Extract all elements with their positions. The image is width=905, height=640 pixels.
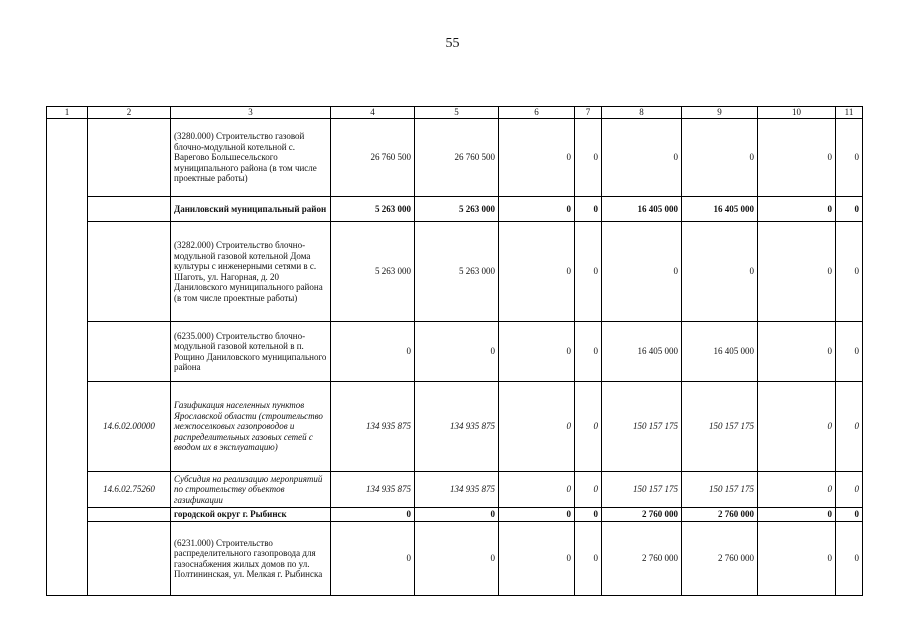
value-cell: 150 157 175 [602,472,682,508]
value-cell: 0 [415,322,499,382]
code-cell [88,508,171,522]
code-cell: 14.6.02.00000 [88,382,171,472]
name-cell: (3280.000) Строительство газовой блочно-модульной котельной с. Варегово Большесельского муниципального района (в том числе проектные работы) [171,119,331,197]
name-cell: Газификация населенных пунктов Ярославской области (строительство межпоселковых газопроводов и распределительных газовых сетей с вводом их в эксплуатацию) [171,382,331,472]
col-header: 3 [171,107,331,119]
value-cell: 0 [836,472,863,508]
page-number: 55 [445,36,460,51]
table-row [47,197,863,222]
value-cell: 134 935 875 [331,382,415,472]
name-cell: (3282.000) Строительство блочно-модульной газовой котельной Дома культуры с инженерными сетями в с. Шаготь, ул. Нагорная, д. 20 Даниловского муниципального района (в том числе проектные работы) [171,222,331,322]
value-cell: 0 [575,222,602,322]
value-cell: 150 157 175 [602,382,682,472]
table-row [47,222,863,322]
name-cell: Даниловский муниципальный район [171,197,331,222]
value-cell: 134 935 875 [331,472,415,508]
value-cell: 0 [499,322,575,382]
table-row [47,508,863,522]
value-cell: 5 263 000 [415,222,499,322]
value-cell: 2 760 000 [682,508,758,522]
name-cell: (6235.000) Строительство блочно-модульной газовой котельной в п. Рощино Даниловского муниципального района [171,322,331,382]
value-cell: 0 [758,522,836,596]
value-cell: 150 157 175 [682,472,758,508]
value-cell: 0 [836,522,863,596]
value-cell: 0 [331,508,415,522]
value-cell: 0 [836,508,863,522]
value-cell: 0 [499,522,575,596]
table-row [47,119,863,197]
col-header: 8 [602,107,682,119]
value-cell: 134 935 875 [415,382,499,472]
name-cell: Субсидия на реализацию мероприятий по строительству объектов газификации [171,472,331,508]
value-cell: 0 [499,197,575,222]
value-cell: 5 263 000 [331,197,415,222]
header-row [47,107,863,119]
col-header: 7 [575,107,602,119]
table-row [47,472,863,508]
code-cell [88,222,171,322]
col-header: 9 [682,107,758,119]
value-cell: 0 [836,119,863,197]
value-cell: 0 [758,119,836,197]
budget-table [46,106,863,596]
value-cell: 0 [836,197,863,222]
value-cell: 16 405 000 [602,322,682,382]
value-cell: 0 [575,382,602,472]
value-cell: 0 [331,522,415,596]
value-cell: 0 [836,382,863,472]
value-cell: 0 [758,472,836,508]
col1-cell [47,119,88,596]
value-cell: 0 [575,119,602,197]
value-cell: 0 [415,522,499,596]
col-header: 2 [88,107,171,119]
value-cell: 0 [836,222,863,322]
value-cell: 0 [602,119,682,197]
value-cell: 0 [331,322,415,382]
value-cell: 0 [758,508,836,522]
value-cell: 0 [575,322,602,382]
col-header: 5 [415,107,499,119]
value-cell: 16 405 000 [682,197,758,222]
value-cell: 0 [499,382,575,472]
value-cell: 0 [682,119,758,197]
value-cell: 0 [758,222,836,322]
code-cell: 14.6.02.75260 [88,472,171,508]
name-cell: городской округ г. Рыбинск [171,508,331,522]
value-cell: 2 760 000 [602,522,682,596]
value-cell: 0 [602,222,682,322]
value-cell: 0 [499,222,575,322]
value-cell: 0 [758,197,836,222]
name-cell: (6231.000) Строительство распределительного газопровода для газоснабжения жилых домов по ул. Полтининская, ул. Мелкая г. Рыбинска [171,522,331,596]
col-header: 11 [836,107,863,119]
col-header: 10 [758,107,836,119]
value-cell: 5 263 000 [415,197,499,222]
value-cell: 2 760 000 [682,522,758,596]
value-cell: 2 760 000 [602,508,682,522]
col-header: 6 [499,107,575,119]
value-cell: 0 [499,472,575,508]
code-cell [88,322,171,382]
code-cell [88,119,171,197]
code-cell [88,522,171,596]
col-header: 1 [47,107,88,119]
value-cell: 16 405 000 [602,197,682,222]
value-cell: 26 760 500 [331,119,415,197]
value-cell: 16 405 000 [682,322,758,382]
value-cell: 0 [758,382,836,472]
value-cell: 134 935 875 [415,472,499,508]
value-cell: 0 [575,508,602,522]
value-cell: 0 [575,522,602,596]
value-cell: 150 157 175 [682,382,758,472]
value-cell: 0 [758,322,836,382]
value-cell: 5 263 000 [331,222,415,322]
table-row [47,322,863,382]
value-cell: 0 [499,119,575,197]
value-cell: 0 [575,472,602,508]
table-row [47,522,863,596]
value-cell: 0 [575,197,602,222]
value-cell: 0 [682,222,758,322]
col-header: 4 [331,107,415,119]
value-cell: 0 [836,322,863,382]
value-cell: 0 [415,508,499,522]
code-cell [88,197,171,222]
value-cell: 0 [499,508,575,522]
table-row [47,382,863,472]
value-cell: 26 760 500 [415,119,499,197]
